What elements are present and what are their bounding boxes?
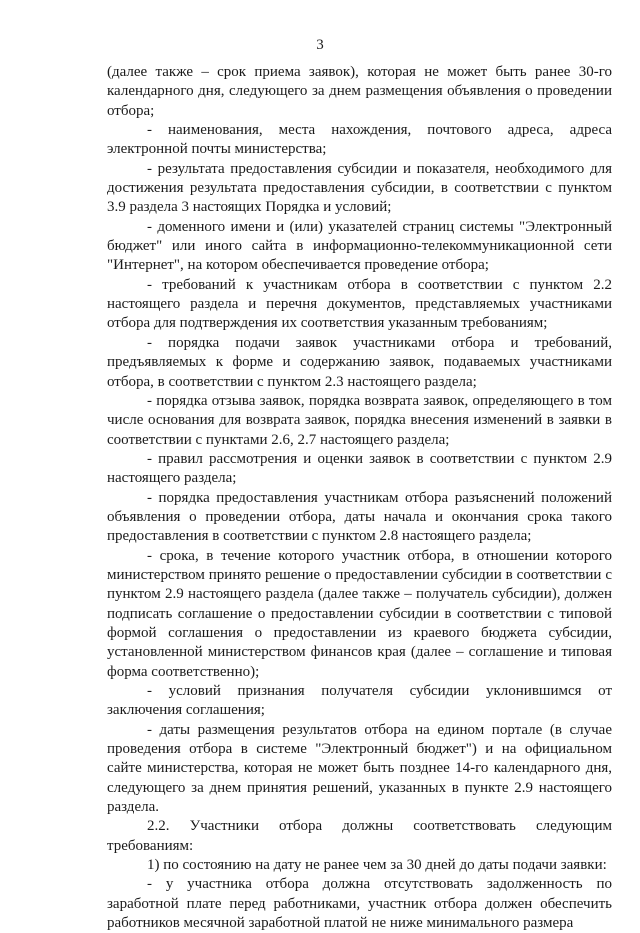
paragraph-results-publication: - даты размещения результатов отбора на едином портале (в случае проведения отбора в системе "Электронный бюджет") и на официальном сайте министерства, которая не может быть позднее 14-го календарного дня, следующего за днем принятия решений, указанных в пункте 2.9 настоящего раздела. [107,721,612,816]
page-number: 3 [316,37,324,53]
paragraph-wage-arrears: - у участника отбора должна отсутствовать задолженность по заработной плате перед работниками, участник отбора должен обеспечить работников месячной заработной платой не ниже минимального размера [107,876,612,932]
paragraph-evasion-conditions: - условий признания получателя субсидии уклонившимся от заключения соглашения; [107,683,612,719]
paragraph-signing-period: - срока, в течение которого участник отбора, в отношении которого министерством принято решение о предоставлении субсидии в соответствии с пунктом 2.9 настоящего раздела (далее также – получатель субсидии), должен подписать соглашение о предоставлении субсидии в соответствии с типовой формой соглашения о предоставлении из краевого бюджета субсидии, установленной министерством финансов края (далее – соглашение и типовая форма соответственно); [107,547,612,680]
paragraph-application-procedure: - порядка подачи заявок участниками отбора и требований, предъявляемых к форме и содержанию заявок, подаваемых участниками отбора, в соответствии с пунктом 2.3 настоящего раздела; [107,334,612,390]
paragraph-section-2-2-heading: 2.2. Участники отбора должны соответствовать следующим требованиям: [107,818,612,854]
paragraph-clarification-procedure: - порядка предоставления участникам отбора разъяснений положений объявления о проведении отбора, даты начала и окончания срока такого предоставления в соответствии с пунктом 2.8 настоящего раздела; [107,489,612,545]
paragraph-item-1: 1) по состоянию на дату не ранее чем за 30 дней до даты подачи заявки: [147,857,607,874]
paragraph-ministry-contacts: - наименования, места нахождения, почтового адреса, адреса электронной почты министерства; [107,122,612,158]
paragraph-submission-deadline: (далее также – срок приема заявок), которая не может быть ранее 30-го календарного дня, следующего за днем размещения объявления о проведении отбора; [107,64,612,119]
body-text [107,63,612,933]
paragraph-domain-name: - доменного имени и (или) указателей страниц системы "Электронный бюджет" или иного сайта в информационно-телекоммуникационной сети "Интернет", на котором обеспечивается проведение отбора; [107,218,612,274]
paragraph-review-rules: - правил рассмотрения и оценки заявок в соответствии с пунктом 2.9 настоящего раздела; [107,450,612,487]
paragraph-participant-requirements: - требований к участникам отбора в соответствии с пунктом 2.2 настоящего раздела и перечня документов, представляемых участниками отбора для подтверждения их соответствия указанным требованиям; [107,276,612,332]
paragraph-withdrawal-procedure: - порядка отзыва заявок, порядка возврата заявок, определяющего в том числе основания для возврата заявок, порядка внесения изменений в заявки в соответствии с пунктами 2.6, 2.7 настоящего раздела; [107,392,612,448]
paragraph-subsidy-result: - результата предоставления субсидии и показателя, необходимого для достижения результата предоставления субсидии, в соответствии с пунктом 3.9 раздела 3 настоящих Порядка и условий; [107,160,612,216]
